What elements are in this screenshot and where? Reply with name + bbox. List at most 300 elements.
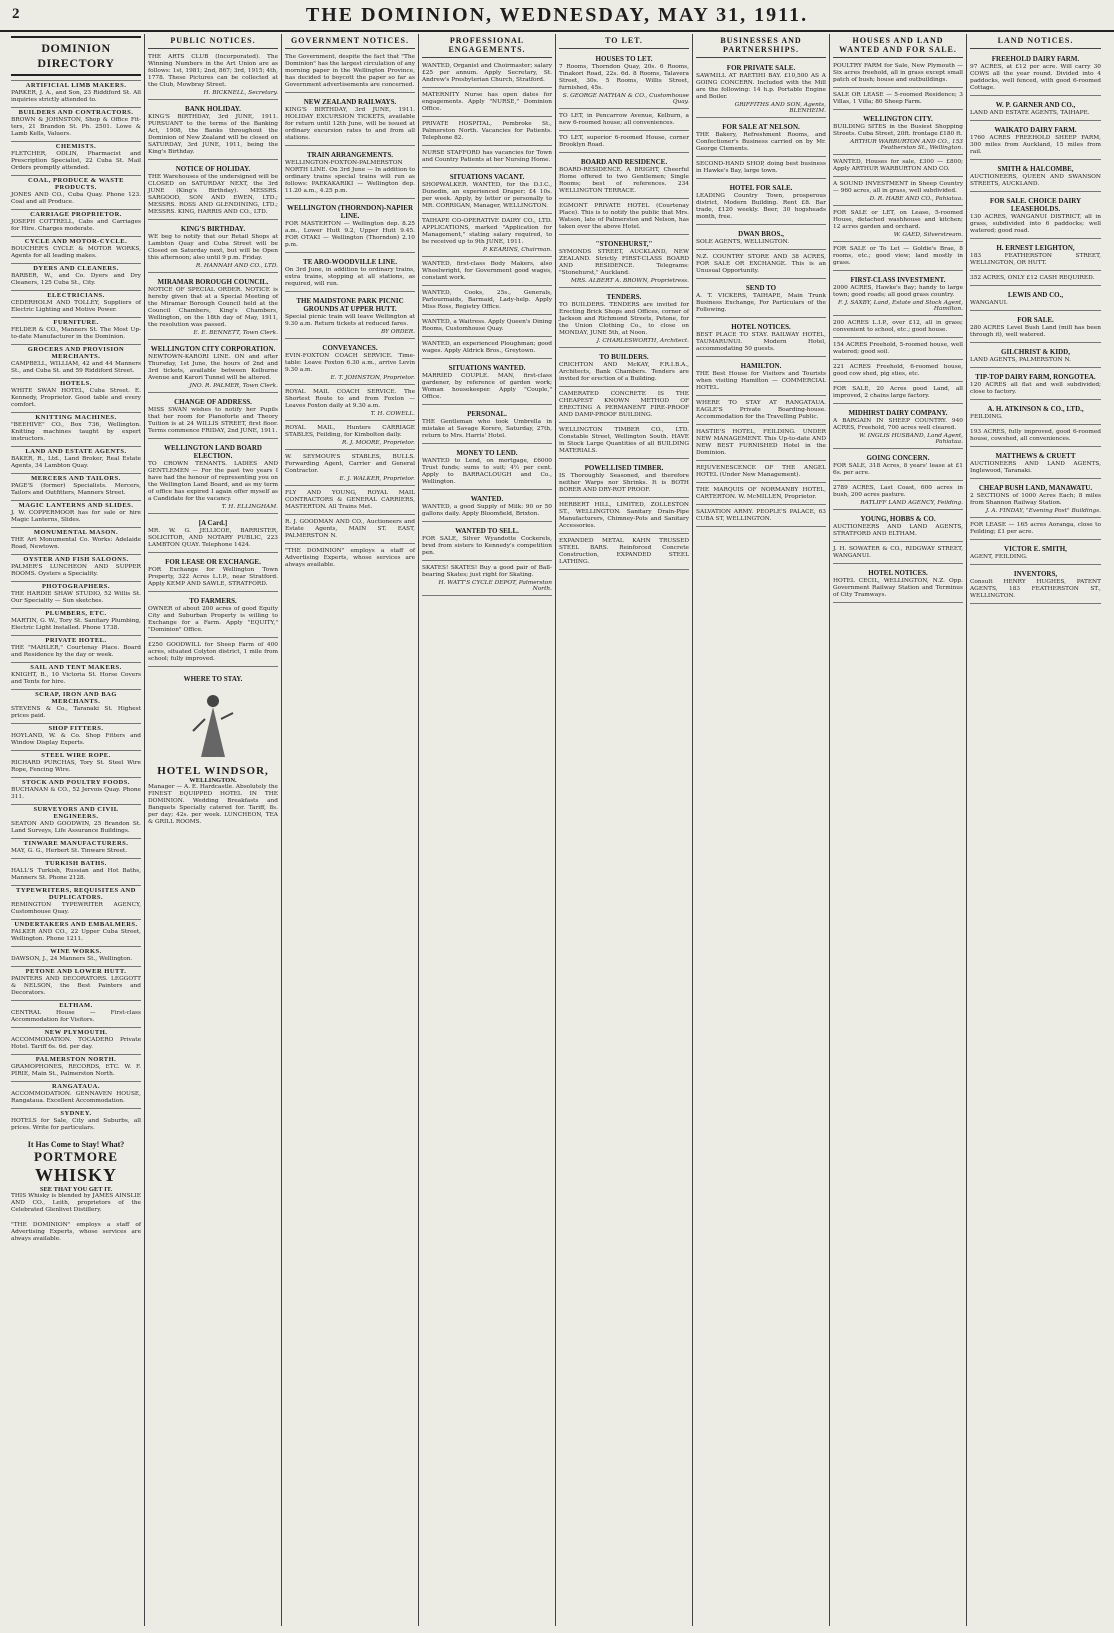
advertisement-heading: TO BUILDERS. — [599, 353, 649, 361]
advertisement-signature: W. GAED, Silverstream. — [893, 232, 963, 238]
advertisement — [148, 52, 278, 100]
directory-category: TINWARE MANUFACTURERS. — [11, 838, 141, 847]
advertisement-text: The Government, despite the fact that "The Dominion" has the largest circulation of any morning paper in the Wellington Province, has decided to boycott the paper so far as Government advertisements are concerned. — [285, 54, 415, 88]
advertisement-signature: E. T. JOHNSTON, Proprietor. — [330, 375, 415, 381]
advertisement-text: 2 SECTIONS of 1000 Acres Each; 8 miles from Shannon Railway Station. — [970, 493, 1101, 506]
advertisement-heading: "STONEHURST," — [595, 240, 653, 248]
notice-entries — [833, 61, 963, 603]
advertisement — [422, 61, 552, 88]
advertisement — [148, 275, 278, 340]
advertisement — [970, 449, 1101, 479]
advertisement — [696, 120, 826, 157]
advertisement — [696, 463, 826, 483]
advertisement-signature: JNO. R. PALMER, Town Clerk. — [189, 383, 278, 389]
advertisement — [422, 524, 552, 561]
advertisement-heading: WANTED. — [470, 495, 504, 503]
directory-entry — [11, 946, 141, 963]
promo-line-2: HOTEL WINDSOR, — [157, 765, 269, 777]
advertisement-text: TO CROWN TENANTS. LADIES AND GENTLEMEN — For the past two years I have had the honour of representing you on the Wellington Land Board, and as my term of office has expired I again offer myself as a Candidate for the vacancy. — [148, 461, 278, 502]
directory-entry — [11, 209, 141, 233]
directory-listing: FELDER & CO., Manners St. The Most Up-to-date Manufacturer in the Dominion. — [11, 327, 141, 340]
directory-listing: MAY, G. G., Herbert St. Tinware Street. — [11, 848, 128, 854]
directory-category: WINE WORKS. — [11, 946, 141, 955]
advertisement-text: POULTRY FARM for Sale, New Plymouth — Six acres freehold, all in grass except small patch of bush; house and outbuildings. — [833, 63, 963, 83]
directory-entry — [11, 107, 141, 138]
advertisement-heading: TE ARO-WOODVILLE LINE. — [303, 258, 397, 266]
directory-entry — [11, 838, 141, 855]
advertisement-heading: WELLINGTON CITY CORPORATION. — [150, 345, 276, 353]
advertisement-text: TO BUILDERS. TENDERS are invited for Erecting Brick Shops and Offices, corner of Jackson and Richmond Streets, Petone, for the Union Clothing Co., to close on MONDAY, JUNE 5th, at Noon. — [559, 302, 689, 336]
advertisement-text: BOARD-RESIDENCE. A BRIGHT, Cheerful Home offered to two Gentlemen; Single Rooms; best of references. 234 WELLINGTON TERRACE. — [559, 167, 689, 194]
directory-entry — [11, 175, 141, 206]
directory-listing: BROWN & JOHNSTON, Shop & Office Fit-ters, 21 Brandon St. Ph. 2501. Lowe & Lamb Kells, Valuers. — [11, 117, 141, 137]
advertisement-text: TO LET, in Pencarrow Avenue, Kelburn, a new 6-roomed house; all conveniences. — [559, 113, 689, 126]
advertisement — [285, 294, 415, 339]
advertisement — [970, 273, 1101, 286]
advertisement-text: R. J. GOODMAN AND CO., Auctioneers and Estate Agents, MAIN ST. EAST, PALMERSTON N. — [285, 519, 415, 539]
column-heading: PROFESSIONAL ENGAGEMENTS. — [422, 34, 552, 58]
advertisement — [833, 273, 963, 316]
advertisement — [696, 61, 826, 118]
advertisement-heading: HAMILTON. — [740, 362, 782, 370]
directory-listing: "BEEHIVE" CO., Box 736, Wellington. Knitting machines taught by expert instructors. — [11, 422, 141, 442]
directory-listing: PAINTERS AND DECORATORS. LEGGOTT & NELSON, the Best Painters and Decorators. — [11, 976, 141, 996]
advertisement — [833, 544, 963, 564]
column-land-notices — [967, 34, 1104, 1626]
advertisement-heading: MIDHIRST DAIRY COMPANY. — [848, 409, 948, 417]
directory-entry — [11, 500, 141, 524]
advertisement-text: WANTED, a Waitress. Apply Queen's Dining Rooms, Customhouse Quay. — [422, 319, 552, 332]
advertisement-text: 1760 ACRES FREEHOLD SHEEP FARM, 300 miles from Auckland, 15 miles from rail. — [970, 135, 1101, 155]
advertisement-text: CAMERATED CONCRETE IS THE CHEAPEST KNOWN METHOD OF ERECTING A PERMANENT FIRE-PROOF AND DAMP-PROOF BUILDING. — [559, 391, 689, 418]
advertisement-text: 97 ACRES, at £12 per acre. Will carry 30 COWS all the year round. Divided into 4 paddocks, well fenced, with good 6-roomed Cottage. — [970, 64, 1101, 91]
advertisement-text: IS Thoroughly Seasoned, and therefore neither Warps nor Shrinks. It is BOTH BORER AND DRY-ROT PROOF. — [559, 473, 689, 493]
advertisement — [422, 407, 552, 444]
promo-line-3: WHISKY — [34, 1165, 118, 1185]
advertisement — [833, 483, 963, 510]
whisky-advert — [11, 1140, 141, 1214]
advertisement — [970, 370, 1101, 400]
advertisement-text: On 3rd June, in addition to ordinary trains, extra trains, stopping at all stations, as required, will run. — [285, 267, 415, 287]
directory-listing: CEDERHOLM AND TOLLEY, Suppliers of Electric Lighting and Motive Power. — [11, 300, 141, 313]
advertisement — [696, 281, 826, 318]
advertisement-text: HOTEL CECIL, WELLINGTON, N.Z. Opp. Government Railway Station and Terminus of City Tramways. — [833, 578, 963, 598]
advertisement-text: 2789 ACRES, Last Coast, 600 acres in bush, 200 acres pasture. — [833, 485, 963, 498]
directory-category: KNITTING MACHINES. — [11, 412, 141, 421]
advertisement — [422, 339, 552, 359]
advertisement — [833, 512, 963, 542]
directory-banner: DOMINION DIRECTORY — [11, 36, 141, 76]
column-heading: TO LET. — [559, 34, 689, 49]
directory-listing: CAMPBELL, WILLIAM, 42 and 44 Manners St., and Cuba St. and 59 Riddiford Street. — [11, 361, 141, 374]
advertisement — [285, 255, 415, 292]
advertisement-heading: VICTOR E. SMITH, — [1004, 545, 1067, 553]
advertisement — [285, 95, 415, 146]
directory-listing: BARBER, W., and Co. Dyers and Dry Cleaners, 125 Cuba St., City. — [11, 273, 141, 286]
advertisement — [970, 162, 1101, 192]
advertisement-text: ROYAL MAIL COACH SERVICE. The Shortest Route to and from Foxton — Leaves Foxton daily at 9.30 a.m. — [285, 389, 415, 409]
advertisement-text: HASTIE'S HOTEL, FEILDING. UNDER NEW MANAGEMENT. This Up-to-date AND NEW BEST FURNISHED Hotel in the Dominion. — [696, 429, 826, 456]
hotel-windsor-advert — [148, 675, 278, 826]
advertisement — [833, 90, 963, 110]
advertisement-text: KING'S BIRTHDAY, 3rd JUNE, 1911. PURSUANT to the terms of the Banking Act, 1908, the Banks throughout the Dominion of New Zealand will be closed on SATURDAY, 3rd JUNE, 1911, being the King's Birthday. — [148, 114, 278, 155]
directory-category: STOCK AND POULTRY FOODS. — [11, 777, 141, 786]
advertisement-text: 280 ACRES Level Bush Land (mill has been through it), well watered. — [970, 325, 1101, 338]
advertisement-heading: WELLINGTON (THORNDON)-NAPIER LINE. — [286, 204, 414, 220]
advertisement — [833, 318, 963, 338]
advertisement-heading: MATTHEWS & CRUETT — [995, 452, 1076, 460]
advertisement-text: A BARGAIN IN SHEEP COUNTRY. 940 ACRES, Freehold, 700 acres well cleared. — [833, 418, 963, 431]
advertisement-text: LAND AGENTS, PALMERSTON N. — [970, 357, 1072, 363]
advertisement — [559, 155, 689, 199]
advertisement-text: TO LET, superior 6-roomed House, corner Brooklyn Road. — [559, 135, 689, 148]
advertisement-text: WANTED, Houses for sale, £300 — £800; Apply ARTHUR WARBURTON AND CO. — [833, 159, 963, 172]
directory-listing: BAKER, R., Ltd., Land Broker, Real Estate Agents, 34 Lambton Quay. — [11, 456, 141, 469]
advertisement-signature: F. J. SAXBY, Land, Estate and Stock Agent, Hamilton. — [838, 300, 963, 312]
advertisement — [285, 201, 415, 253]
advertisement-text: MR. W. G. JELLICOE, BARRISTER, SOLICITOR, AND NOTARY PUBLIC, 223 LAMBTON QUAY. Telephone 1424. — [148, 528, 278, 548]
advertisement-text: BEST PLACE TO STAY. RAILWAY HOTEL, TAUMARUNUI. Modern Hotel, accommodating 50 guests. — [696, 332, 826, 352]
advertisement-text: SYMONDS STREET, AUCKLAND, NEW ZEALAND. Strictly FIRST-CLASS BOARD AND RESIDENCE. Telegrams: "Stonehurst," Auckland. — [559, 249, 689, 276]
advertisement-text: 193 ACRES, fully improved, good 6-roomed house, cowshed, all conveniences. — [970, 429, 1101, 442]
advertisement-heading: [A Card.] — [198, 519, 228, 527]
advertisement-text: 120 ACRES all flat and well subdivided; close to factory. — [970, 382, 1101, 395]
directory-listing: HOYLAND, W. & Co. Shop Fitters and Window Display Experts. — [11, 733, 141, 746]
advertisement-text: WHERE TO STAY AT RANGATAUA. EAGLE'S Private Boarding-house. Accommodation for the Travelling Public. — [696, 400, 826, 420]
advertisement-text: WELLINGTON TIMBER CO., LTD. Constable Street, Wellington South. HAVE in Stock Large Quantities of all BUILDING MATERIALS. — [559, 427, 689, 454]
advertisement-text: THE Warehouses of the undersigned will be CLOSED on SATURDAY NEXT, the 3rd JUNE (King's Birthday). MESSRS. SARGOOD, SON AND EWEN, LTD.; MESSRS. ROSS AND GLENDINING, LTD.; MESSRS. KING, HARRIS AND CO., LTD. — [148, 174, 278, 215]
directory-listing: MARTIN, G. W., Tory St. Sanitary Plumbing, Electric Light Installed. Phone 1738. — [11, 618, 141, 631]
advertisement-text: A. T. VICKERS, TAIHAPE, Main Trunk Business Exchange, For Particulars of the Following. — [696, 293, 826, 313]
directory-category: STEEL WIRE ROPE. — [11, 750, 141, 759]
directory-category: PALMERSTON NORTH. — [11, 1054, 141, 1063]
directory-listing: DAWSON, J., 24 Manners St., Wellington. — [11, 956, 133, 962]
directory-category: ELTHAM. — [11, 1000, 141, 1009]
advertisement — [559, 389, 689, 423]
directory-listing: HALL'S Turkish, Russian and Hot Baths, Manners St. Phone 2128. — [11, 868, 141, 881]
directory-entry — [11, 581, 141, 605]
column-dominion-directory — [8, 34, 145, 1626]
directory-listing: CENTRAL House — First-class Accommodation for Visitors. — [11, 1010, 141, 1023]
advertisement-text: OWNER of about 200 acres of good Equity City and Suburban Property is willing to Exchange for a Farm. Apply "EQUITY," "Dominion" Office. — [148, 606, 278, 633]
directory-entry — [11, 919, 141, 943]
advertisement-text: FOR SALE, 318 Acres, 8 years' lease at £1 6s. per acre. — [833, 463, 963, 476]
advertisement-heading: FOR LEASE OR EXCHANGE. — [165, 558, 261, 566]
advertisement-heading: A. H. ATKINSON & CO., LTD., — [987, 405, 1084, 413]
directory-entry — [11, 378, 141, 409]
footer-note: "THE DOMINION" employs a staff of Advertising Experts, whose services are always available. — [285, 548, 415, 568]
advertisement-text: N.Z. COUNTRY STORE AND 38 ACRES, FOR SALE OR EXCHANGE. This is an Unusual Opportunity. — [696, 254, 826, 274]
advertisement-heading: FOR PRIVATE SALE. — [726, 64, 796, 72]
advertisement-heading: FOR SALE AT NELSON. — [722, 123, 800, 131]
advertisement-text: SKATES! SKATES! Buy a good pair of Ball-bearing Skates; just right for Skating. — [422, 565, 552, 578]
advertisement-text: SOLE AGENTS, WELLINGTON. — [696, 239, 790, 245]
advertisement — [833, 384, 963, 404]
advertisement-text: THE Bakery, Refreshment Rooms, and Confectioner's Business carried on by Mr. George Clements. — [696, 132, 826, 152]
advertisement-text: THE MARQUIS OF NORMANBY HOTEL, CARTERTON. W. McMILLEN, Proprietor. — [696, 487, 826, 500]
directory-entry — [11, 473, 141, 497]
advertisement — [559, 111, 689, 131]
directory-listing: JOSEPH COTTRELL, Cabs and Carriages for Hire. Charges moderate. — [11, 219, 141, 232]
directory-listing: GRAMOPHONES, RECORDS, ETC. W. F. PIRIE, Main St., Palmerston North. — [11, 1064, 141, 1077]
advertisement — [970, 345, 1101, 368]
advertisement — [696, 181, 826, 225]
advertisement-signature: E. E. BENNETT, Town Clerk. — [193, 330, 278, 336]
directory-listing: PALMER'S LUNCHEON AND SUPPER ROOMS. Oysters a Speciality. — [11, 564, 141, 577]
advertisement-text: NOTICE OF SPECIAL ORDER. NOTICE is hereby given that at a Special Meeting of the Miramar Borough Council held at the Council Chambers, King's Chambers, Wellington, on the 18th day of May, 1911, the resolution was passed. — [148, 287, 278, 328]
directory-category: PHOTOGRAPHERS. — [11, 581, 141, 590]
advertisement-text: NURSE STAFFORD has vacancies for Town and Country Patients at her Nursing Home. — [422, 150, 552, 163]
notice-entries — [970, 52, 1101, 604]
advertisement-text: PRIVATE HOSPITAL, Pembroke St., Palmerston North. Vacancies for Patients. Telephone 82. — [422, 121, 552, 141]
directory-category: CARRIAGE PROPRIETOR. — [11, 209, 141, 218]
directory-category: LAND AND ESTATE AGENTS. — [11, 446, 141, 455]
advertisement-text: ROYAL MAIL, Hunters CARRIAGE STABLES, Feilding, for Kimbolton daily. — [285, 425, 415, 438]
advertisement-signature: H. BICKNELL, Secretary. — [203, 90, 278, 96]
advertisement-heading: MONEY TO LEND. — [456, 449, 518, 457]
advertisement-text: A SOUND INVESTMENT in Sheep Country — 960 acres, all in grass, well subdivided. — [833, 181, 963, 194]
advertisement — [148, 441, 278, 514]
advertisement-text: AUCTIONEERS, QUEEN AND SWANSON STREETS, AUCKLAND. — [970, 174, 1101, 187]
directory-listing: PARKER, J. A., and Son, 23 Riddiford St. All inquiries strictly attended to. — [11, 90, 141, 103]
advertisement — [559, 133, 689, 153]
advertisement-text: THE Gentleman who took Umbrella in mistake at Savage Korero, Saturday, 27th, return to Mrs. Harris' Hotel. — [422, 419, 552, 439]
directory-entry — [11, 662, 141, 686]
advertisement-text: WANTED, Cooks, 25s., Generals, Parlourmaids, Barmaid, Lady-help. Apply Miss Ross, Registry Office. — [422, 290, 552, 310]
advertisement — [970, 402, 1101, 425]
advertisement — [833, 566, 963, 603]
advertisement-signature: RATLIFF LAND AGENCY, Feilding. — [860, 500, 963, 506]
column-professional-engagements — [419, 34, 556, 1626]
advertisement-text: WANGANUI. — [970, 300, 1008, 306]
advertisement-signature: BY ORDER. — [380, 329, 415, 335]
advertisement — [285, 423, 415, 450]
advertisement — [422, 259, 552, 286]
advertisement-text: SECOND-HAND SHOP, doing best business in Hawke's Bay, large town. — [696, 161, 826, 174]
advertisement — [970, 98, 1101, 121]
advertisement-heading: H. ERNEST LEIGHTON, — [996, 244, 1075, 252]
directory-listing: FLETCHER, ODLIN, Pharmacist and Prescription Specialist, 22 Cuba St. Mail Orders promptly attended. — [11, 151, 141, 171]
advertisement — [285, 387, 415, 421]
advertisement-text: WANTED, an experienced Ploughman; good wages. Apply Aldrick Bros., Greytown. — [422, 341, 552, 354]
advertisement-text: 2000 ACRES, Hawke's Bay; handy to large town; good roads; all good grass country. — [833, 285, 963, 298]
advertisement-signature: S. GEORGE NATHAN & CO., Customhouse Quay. — [562, 93, 689, 105]
advertisement — [148, 594, 278, 638]
promo-line-4: SEE THAT YOU GET IT. — [39, 1186, 113, 1193]
directory-listing: THE "MAHLER," Courtenay Place. Board and Residence by the day or week. — [11, 645, 141, 658]
advertisement-text: REJUVENESCENCE OF THE ANGEL HOTEL (Under New Management). — [696, 465, 826, 478]
advertisement-text: WANTED, Organist and Choirmaster; salary £25 per annum. Apply Secretary, St. Andrew's Presbyterian Church, Stratford. — [422, 63, 552, 83]
directory-listing: ACCOMMODATION. TOCADERO Private Hotel. Tariff 6s. 6d. per day. — [11, 1037, 141, 1050]
advertisement-text: HERBERT HILL, LIMITED, ZOLLESTON ST., WELLINGTON. Sanitary Drain-Pipe Manufacturers, Chimney-Pots and Sanitary Accessories. — [559, 502, 689, 529]
advertisement-text: AUCTIONEERS AND LAND AGENTS, STRATFORD AND ELTHAM. — [833, 524, 963, 537]
advertisement — [833, 208, 963, 242]
column-houses-land — [830, 34, 967, 1626]
directory-category: PETONE AND LOWER HUTT. — [11, 966, 141, 975]
advertisement-heading: HOUSES TO LET. — [595, 55, 653, 63]
notice-entries — [285, 52, 415, 544]
column-to-let — [556, 34, 693, 1626]
directory-category: OYSTER AND FISH SALOONS. — [11, 554, 141, 563]
masthead — [0, 0, 1114, 32]
advertisement — [148, 102, 278, 160]
directory-entry — [11, 635, 141, 659]
advertisement — [833, 340, 963, 360]
directory-entry — [11, 141, 141, 172]
directory-listing: RICHARD PURCHAS, Tory St. Steel Wire Rope, Fencing Wire. — [11, 760, 141, 773]
advertisement-text: MISS SWAN wishes to notify her Pupils that her room for Pianoforte and Theory Tuition is at 24 WILLIS STREET, first floor. Terms commence FRIDAY, 2nd JUNE, 1911. — [148, 407, 278, 434]
advertisement-heading: POWELLISED TIMBER. — [584, 464, 664, 472]
directory-category: SURVEYORS AND CIVIL ENGINEERS. — [11, 804, 141, 820]
advertisement-heading: TIP-TOP DAIRY FARM, RONGOTEA. — [975, 373, 1096, 381]
directory-listing: THE HARDIE SHAW STUDIO, 52 Willis St. Our Speciality — Sun sketches. — [11, 591, 141, 604]
directory-category: SCRAP, IRON AND BAG MERCHANTS. — [11, 689, 141, 705]
advertisement — [422, 361, 552, 405]
advertisement — [559, 201, 689, 235]
advertisement-text: WANTED to Lend, on mortgage, £6000 Trust funds; sums to suit; 4½ per cent. Apply to BARRACLOUGH and Co., Wellington. — [422, 458, 552, 485]
advertisement-heading: SITUATIONS VACANT. — [449, 173, 525, 181]
advertisement-heading: TRAIN ARRANGEMENTS. — [307, 151, 393, 159]
directory-category: SHOP FITTERS. — [11, 723, 141, 732]
column-heading: BUSINESSES AND PARTNERSHIPS. — [696, 34, 826, 58]
advertisement — [970, 241, 1101, 271]
advertisement-text: J. H. SOWATER & CO., RIDGWAY STREET, WANGANUI. — [833, 546, 963, 559]
directory-listing: JONES AND CO., Cuba Quay. Phone 123. Coal and all Produce. — [11, 192, 141, 205]
directory-category: PRIVATE HOTEL. — [11, 635, 141, 644]
directory-listing: KNIGHT, B., 10 Victoria St. Horse Covers and Tents for hire. — [11, 672, 141, 685]
directory-entry — [11, 446, 141, 470]
directory-listing: HOTELS for Sale, City and Suburbs, all prices. Write for particulars. — [11, 1118, 141, 1131]
advertisement-text: MARRIED COUPLE. MAN, first-class gardener, by reference of garden work; Woman housekeeper. Apply "Couple," Office. — [422, 373, 552, 400]
advertisement — [559, 350, 689, 387]
directory-listing: J. W. COPPERMOOR has for sale or hire Magic Lanterns, Slides. — [11, 510, 141, 523]
advertisement-signature: D. R. HABE AND CO., Pahiatua. — [869, 196, 963, 202]
advertisement-text: LAND AND ESTATE AGENTS, TAIHAPE. — [970, 110, 1090, 116]
directory-listing: ACCOMMODATION. GENNAVEN HOUSE, Rangataua. Excellent Accommodation. — [11, 1091, 141, 1104]
footer-note: "THE DOMINION" employs a staff of Advertising Experts, whose services are always available. — [11, 1222, 141, 1242]
directory-category: SYDNEY. — [11, 1108, 141, 1117]
directory-entry — [11, 236, 141, 260]
column-heading: LAND NOTICES. — [970, 34, 1101, 49]
advertisement-signature: T. H. COWELL. — [370, 411, 415, 417]
directory-category: SAIL AND TENT MAKERS. — [11, 662, 141, 671]
directory-entry — [11, 1081, 141, 1105]
advertisement-text: SALVATION ARMY. PEOPLE'S PALACE, 63 CUBA ST, WELLINGTON. — [696, 509, 826, 522]
advertisement — [833, 451, 963, 481]
advertisement — [422, 170, 552, 214]
promo-line-2: PORTMORE — [33, 1149, 119, 1164]
advertisement — [422, 317, 552, 337]
directory-category: NEW PLYMOUTH. — [11, 1027, 141, 1036]
advertisement — [970, 52, 1101, 96]
page-number: 2 — [12, 6, 20, 22]
advertisement — [148, 395, 278, 439]
directory-entry — [11, 723, 141, 747]
directory-category: MERCERS AND TAILORS. — [11, 473, 141, 482]
advertisement — [696, 507, 826, 527]
advertisement — [559, 290, 689, 348]
advertisement — [559, 500, 689, 534]
advertisement-text: NEWTOWN-KARORI LINE. ON and after Thursday, 1st June, the hours of 2nd and 3rd tickets, available between Kelburne Avenue and Karori Tunnel will be altered. — [148, 354, 278, 381]
advertisement — [422, 492, 552, 522]
advertisement-text: WELLINGTON-FOXTON-PALMERSTON NORTH LINE. On 3rd June — In addition to ordinary trains special trains will run as follows: PAEKAKARIKI — Wellington dep. 11.20 a.m., 4.25 p.m. — [285, 160, 415, 194]
advertisement-signature: J. A. FINDAY, "Evening Post" Buildings. — [985, 508, 1101, 514]
promo-text: THIS Whisky is blended by JAMES AINSLIE AND CO., Leith, proprietors of the Celebrated Glenlivet Distillery. — [11, 1193, 141, 1213]
advertisement-heading: SITUATIONS WANTED. — [448, 364, 526, 372]
advertisement-heading: NEW ZEALAND RAILWAYS. — [303, 98, 397, 106]
directory-entry — [11, 1108, 141, 1132]
advertisement — [833, 157, 963, 177]
directory-entry — [11, 554, 141, 578]
advertisement-heading: SEND TO — [745, 284, 777, 292]
directory-category: RANGATAUA. — [11, 1081, 141, 1090]
notice-entries — [148, 52, 278, 667]
directory-category: ELECTRICIANS. — [11, 290, 141, 299]
advertisement-text: EXPANDED METAL KAHN TRUSSED STEEL BARS. Reinforced Concrete Construction, EXPANDED STEEL LATHING. — [559, 538, 689, 565]
column-government-notices — [282, 34, 419, 1626]
promo-line-1: WHERE TO STAY. — [183, 675, 243, 683]
directory-entry — [11, 290, 141, 314]
advertisement-heading: BOARD AND RESIDENCE. — [580, 158, 668, 166]
directory-category: HOTELS. — [11, 378, 141, 387]
advertisement-signature: T. H. ELLINGHAM. — [221, 504, 278, 510]
advertisement-text: W. SEYMOUR'S STABLES, BULLS. Forwarding Agent, Carrier and General Contractor. — [285, 454, 415, 474]
advertisement — [148, 640, 278, 667]
advertisement-heading: THE MAIDSTONE PARK PICNIC GROUNDS AT UPPER HUTT. — [296, 297, 404, 313]
advertisement — [559, 461, 689, 498]
advertisement-heading: FOR SALE. — [1017, 316, 1054, 324]
promo-text: Manager — A. E. Hardcastle. Absolutely the FINEST EQUIPPED HOTEL IN THE DOMINION. Wedding Breakfasts and Banquets Specially catered for. Tariff, 8s. per day; 42s. per week. LUNCHEON, TEA & GRILL ROOMS. — [148, 784, 278, 825]
advertisement-heading: HOTEL NOTICES. — [868, 569, 928, 577]
advertisement-text: FOR LEASE — 165 acres Aoranga, close to Feilding; £1 per acre. — [970, 522, 1101, 535]
advertisement — [422, 119, 552, 146]
advertisement-heading: HOTEL FOR SALE. — [729, 184, 793, 192]
advertisement-text: FEILDING. — [970, 414, 1003, 420]
advertisement-text: AGENT, FEILDING. — [970, 554, 1028, 560]
directory-entry — [11, 608, 141, 632]
advertisement-heading: FIRST-CLASS INVESTMENT. — [850, 276, 946, 284]
directory-category: CHEMISTS. — [11, 141, 141, 150]
column-heading: PUBLIC NOTICES. — [148, 34, 278, 49]
advertisement-signature: ARTHUR WARBURTON AND CO., 153 Featherston St., Wellington. — [850, 139, 963, 151]
advertisement — [148, 342, 278, 393]
directory-listing: BOUCHER'S CYCLE & MOTOR WORKS, Agents for all leading makes. — [11, 246, 141, 259]
directory-category: ARTIFICIAL LIMB MAKERS. — [11, 80, 141, 89]
advertisement-text: 352 ACRES, ONLY £12 CASH REQUIRED. — [970, 275, 1095, 281]
advertisement-text: BUILDING SITES in the Busiest Shopping Streets. Cuba Street, 20ft. frontage £180 ft. — [833, 124, 963, 137]
advertisement — [833, 112, 963, 155]
advertisement-heading: FOR SALE. CHOICE DAIRY LEASEHOLDS. — [989, 197, 1082, 213]
advertisement — [285, 148, 415, 199]
advertisement-heading: WAIKATO DAIRY FARM. — [994, 126, 1077, 134]
advertisement-signature: P. KEARINS, Chairman. — [482, 247, 552, 253]
advertisement-heading: CHEAP BUSH LAND, MANAWATU. — [978, 484, 1093, 492]
advertisement — [148, 222, 278, 273]
advertisement-heading: WANTED TO SELL. — [455, 527, 519, 535]
advertisement-text: Consult HENRY HUGHES, PATENT AGENTS, 183 FEATHERSTON ST., WELLINGTON. — [970, 579, 1101, 599]
directory-entry — [11, 804, 141, 835]
advertisement — [148, 516, 278, 553]
masthead-title: THE DOMINION, WEDNESDAY, MAY 31, 1911. — [305, 4, 809, 26]
advertisement-text: 154 ACRES Freehold, 5-roomed house, well watered; good soil. — [833, 342, 963, 355]
advertisement-heading: WELLINGTON LAND BOARD ELECTION. — [164, 444, 262, 460]
woman-figure-illustration-icon — [183, 689, 243, 759]
advertisement — [833, 244, 963, 271]
columns — [8, 34, 1106, 1626]
directory-category: MAGIC LANTERNS AND SLIDES. — [11, 500, 141, 509]
directory-entry — [11, 80, 141, 104]
advertisement-signature: W. INGLIS HUSBAND, Land Agent, Pahiatua. — [859, 433, 963, 445]
